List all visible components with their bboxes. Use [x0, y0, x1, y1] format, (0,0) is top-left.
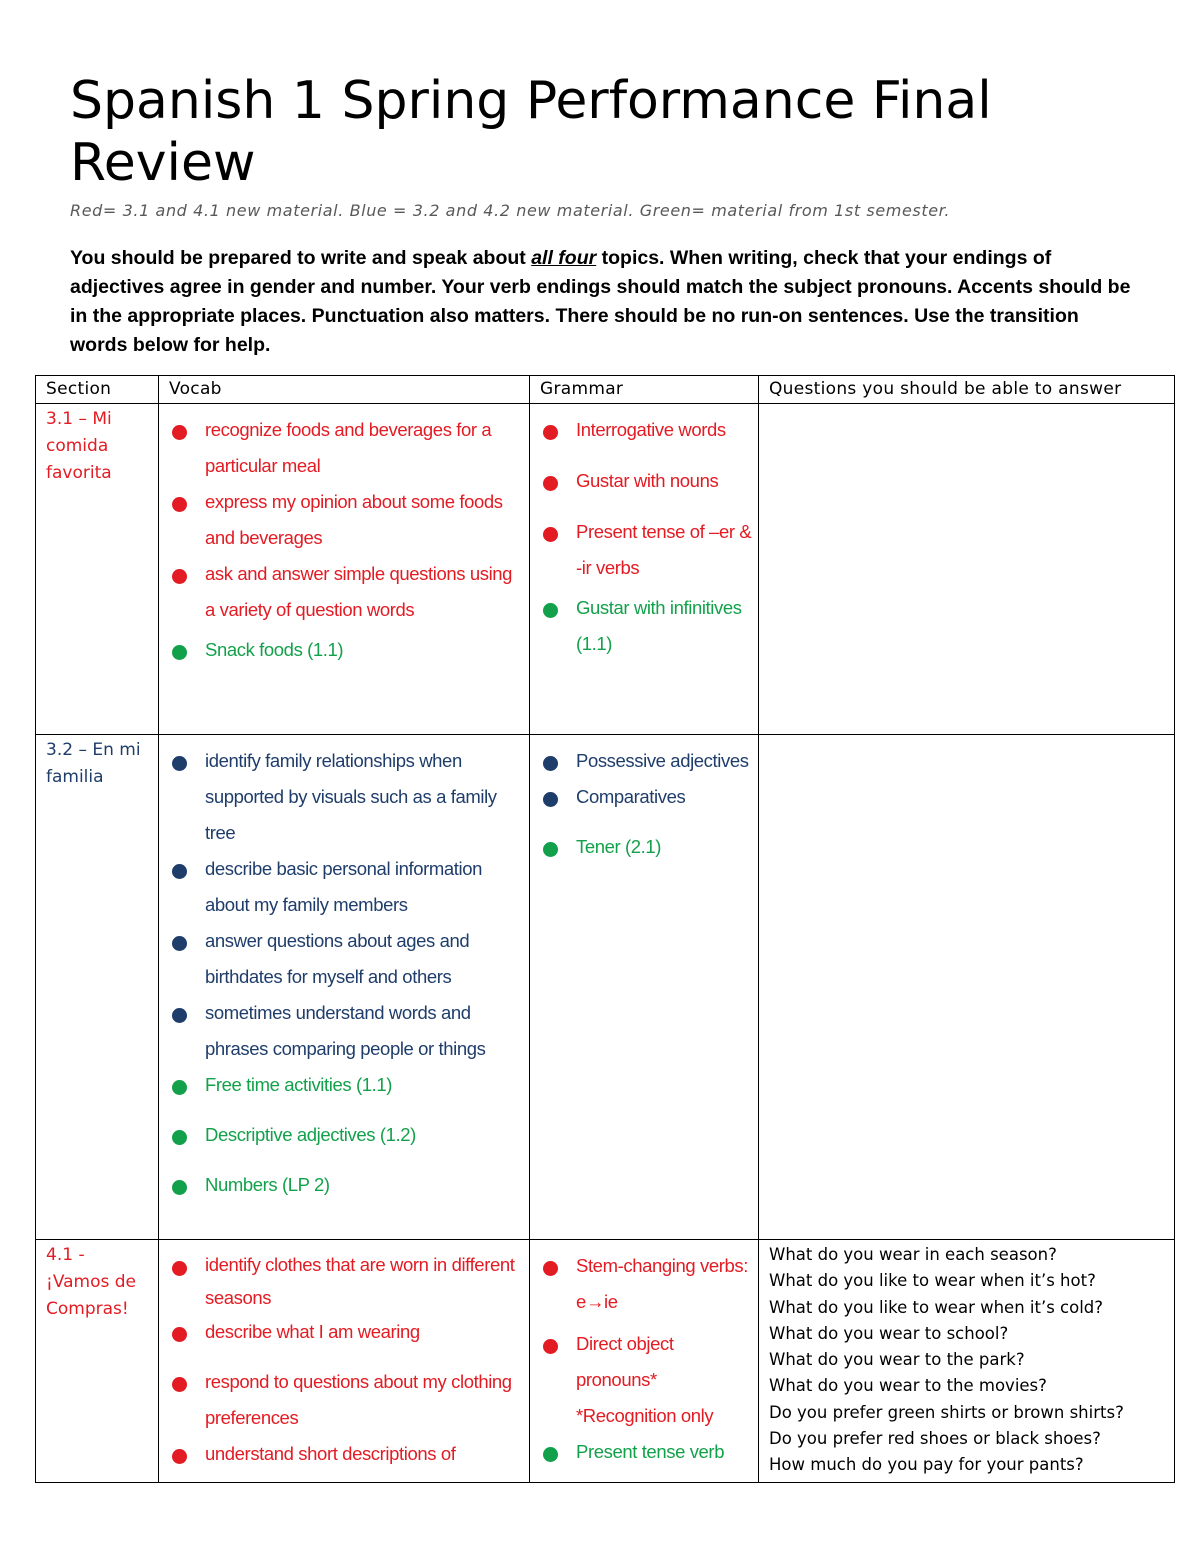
section-cell: 3.1 – Mi comida favorita [36, 404, 159, 735]
bullet-dot-icon [172, 864, 187, 879]
item-text: identify clothes that are worn in different seasons [205, 1254, 515, 1308]
item-text: Present tense of –er & -ir verbs [576, 521, 752, 578]
color-legend: Red= 3.1 and 4.1 new material. Blue = 3.2 and 4.2 new material. Green= material from 1st semester. [70, 201, 951, 220]
item-text: Present tense verb [576, 1441, 725, 1462]
intro-text-after: topics. When writing, check that your endings of adjectives agree in gender and number. Your verb endings should match the subject pronouns. Accents should be in the appropriate places. Punctuation also matters. There should be no run-on sentences. Use the transition words below for help. [70, 247, 1131, 356]
list-item [530, 779, 752, 815]
vocab-list [159, 1240, 529, 1472]
header-section: Section [36, 376, 159, 404]
list-item [159, 995, 523, 1067]
bullet-dot-icon [543, 1339, 558, 1354]
list-item [530, 829, 752, 865]
questions-cell [759, 404, 1175, 735]
grammar-list [530, 1240, 758, 1470]
intro-paragraph [70, 244, 1140, 360]
table-row [36, 1240, 1175, 1483]
vocab-list [159, 735, 529, 1203]
item-text: ask and answer simple questions using a variety of question words [205, 563, 513, 620]
header-vocab: Vocab [159, 376, 530, 404]
list-item [159, 556, 523, 628]
list-item [159, 412, 523, 484]
item-text: Descriptive adjectives (1.2) [205, 1124, 416, 1145]
list-item [159, 1314, 523, 1350]
bullet-dot-icon [172, 1377, 187, 1392]
list-item [530, 412, 752, 448]
question-item: Do you prefer green shirts or brown shirts? [769, 1402, 1124, 1422]
bullet-dot-icon [172, 569, 187, 584]
questions-cell [759, 735, 1175, 1240]
list-item [530, 1326, 752, 1434]
list-item [159, 1067, 523, 1103]
list-item [159, 1436, 523, 1472]
bullet-dot-icon [172, 1008, 187, 1023]
vocab-cell [159, 1240, 530, 1483]
list-item [159, 484, 523, 556]
item-text: Gustar with nouns [576, 470, 719, 491]
question-item: What do you wear to the park? [769, 1350, 1025, 1370]
item-text: Comparatives [576, 786, 686, 807]
list-item [530, 743, 752, 779]
bullet-dot-icon [172, 1449, 187, 1464]
item-text: answer questions about ages and birthdates for myself and others [205, 930, 470, 987]
bullet-dot-icon [172, 1327, 187, 1342]
table-row [36, 735, 1175, 1240]
review-table [35, 375, 1175, 1483]
question-item: What do you wear in each season? [769, 1245, 1057, 1264]
item-text: recognize foods and beverages for a particular meal [205, 419, 492, 476]
bullet-dot-icon [172, 756, 187, 771]
question-item: What do you wear to the movies? [769, 1376, 1047, 1396]
question-item: What do you wear to school? [769, 1323, 1009, 1343]
grammar-cell [530, 735, 759, 1240]
item-text: Direct object pronouns* *Recognition only [576, 1333, 714, 1426]
list-item [159, 923, 523, 995]
bullet-dot-icon [172, 425, 187, 440]
question-item: Do you prefer red shoes or black shoes? [769, 1429, 1101, 1449]
item-text: Free time activities (1.1) [205, 1074, 392, 1095]
vocab-cell [159, 735, 530, 1240]
bullet-dot-icon [543, 842, 558, 857]
questions-cell [759, 1240, 1175, 1483]
question-item: How much do you pay for your pants? [769, 1455, 1084, 1475]
bullet-dot-icon [543, 792, 558, 807]
list-item [530, 590, 752, 662]
list-item [159, 1364, 523, 1436]
list-item [159, 1248, 523, 1314]
bullet-dot-icon [172, 1080, 187, 1095]
item-text: Interrogative words [576, 419, 726, 440]
item-text: identify family relationships when supported by visuals such as a family tree [205, 750, 497, 843]
question-item: What do you like to wear when it’s cold? [769, 1297, 1104, 1317]
list-item [530, 1434, 752, 1470]
bullet-dot-icon [543, 1261, 558, 1276]
list-item [159, 632, 523, 668]
item-text: express my opinion about some foods and beverages [205, 491, 503, 548]
item-text: sometimes understand words and phrases comparing people or things [205, 1002, 486, 1059]
list-item [530, 463, 752, 499]
section-cell: 4.1 - ¡Vamos de Compras! [36, 1240, 159, 1483]
intro-emphasis: all four [531, 247, 597, 269]
bullet-dot-icon [172, 645, 187, 660]
bullet-dot-icon [543, 425, 558, 440]
item-text: understand short descriptions of [205, 1443, 456, 1464]
header-grammar: Grammar [530, 376, 759, 404]
vocab-list [159, 404, 529, 668]
bullet-dot-icon [543, 527, 558, 542]
bullet-dot-icon [543, 603, 558, 618]
bullet-dot-icon [543, 756, 558, 771]
grammar-cell [530, 1240, 759, 1483]
bullet-dot-icon [172, 936, 187, 951]
document-title: Spanish 1 Spring Performance Final Review [70, 71, 992, 193]
bullet-dot-icon [172, 1261, 187, 1276]
intro-text-before: You should be prepared to write and speak about [70, 247, 532, 269]
grammar-cell [530, 404, 759, 735]
item-text: Snack foods (1.1) [205, 639, 344, 660]
bullet-dot-icon [172, 1130, 187, 1145]
vocab-cell [159, 404, 530, 735]
item-text: describe what I am wearing [205, 1321, 420, 1342]
list-item [530, 1248, 752, 1320]
item-text: Possessive adjectives [576, 750, 749, 771]
questions-list [759, 1240, 1174, 1479]
item-text: Tener (2.1) [576, 836, 662, 857]
list-item [159, 851, 523, 923]
bullet-dot-icon [543, 1447, 558, 1462]
table-header-row [36, 376, 1175, 404]
item-text: Gustar with infinitives (1.1) [576, 597, 742, 654]
list-item [159, 1117, 523, 1153]
item-text: respond to questions about my clothing preferences [205, 1371, 512, 1428]
question-item: What do you like to wear when it’s hot? [769, 1271, 1096, 1291]
grammar-list [530, 735, 758, 865]
list-item [159, 743, 523, 851]
table-row [36, 404, 1175, 735]
section-cell: 3.2 – En mi familia [36, 735, 159, 1240]
item-text: Stem-changing verbs: e→ie [576, 1255, 748, 1312]
bullet-dot-icon [543, 476, 558, 491]
item-text: describe basic personal information about my family members [205, 858, 483, 915]
header-questions: Questions you should be able to answer [759, 376, 1175, 404]
grammar-list [530, 404, 758, 662]
list-item [159, 1167, 523, 1203]
list-item [530, 514, 752, 586]
item-text: Numbers (LP 2) [205, 1174, 330, 1195]
bullet-dot-icon [172, 497, 187, 512]
bullet-dot-icon [172, 1180, 187, 1195]
